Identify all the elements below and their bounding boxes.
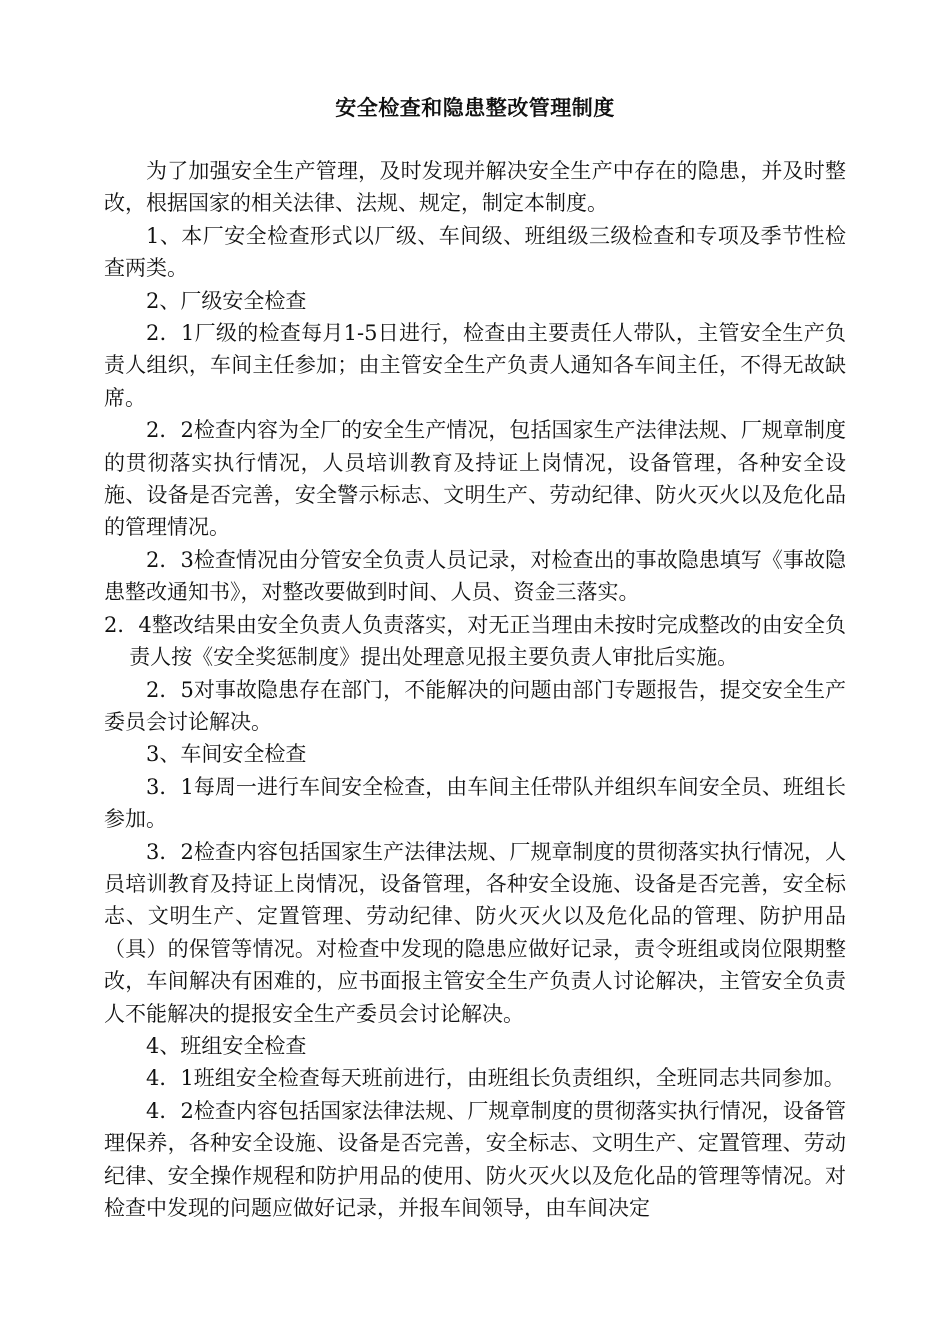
paragraph-2-3: 2．3检查情况由分管安全负责人员记录，对检查出的事故隐患填写《事故隐患整改通知书》，对整改要做到时间、人员、资金三落实。 bbox=[104, 547, 846, 605]
paragraph-1: 1、本厂安全检查形式以厂级、车间级、班组级三级检查和专项及季节性检查两类。 bbox=[104, 223, 846, 281]
paragraph-2-1: 2．1厂级的检查每月1-5日进行，检查由主要责任人带队，主管安全生产负责人组织，车间主任参加；由主管安全生产负责人通知各车间主任，不得无故缺席。 bbox=[104, 321, 846, 410]
section-heading-4: 4、班组安全检查 bbox=[146, 1033, 307, 1058]
paragraph-intro: 为了加强安全生产管理，及时发现并解决安全生产中存在的隐患，并及时整改，根据国家的相关法律、法规、规定，制定本制度。 bbox=[104, 159, 846, 216]
document-body bbox=[104, 155, 846, 1224]
document-title: 安全检查和隐患整改管理制度 bbox=[335, 96, 615, 120]
paragraph-4-2: 4．2检查内容包括国家法律法规、厂规章制度的贯彻落实执行情况，设备管理保养，各种安全设施、设备是否完善，安全标志、文明生产、定置管理、劳动纪律、安全操作规程和防护用品的使用、防火灭火以及危化品的管理等情况。对检查中发现的问题应做好记录，并报车间领导，由车间决定 bbox=[104, 1098, 846, 1220]
paragraph-2-2: 2．2检查内容为全厂的安全生产情况，包括国家生产法律法规、厂规章制度的贯彻落实执行情况，人员培训教育及持证上岗情况，设备管理，各种安全设施、设备是否完善，安全警示标志、文明生产、劳动纪律、防火灭火以及危化品的管理情况。 bbox=[104, 418, 846, 540]
paragraph-3-2: 3．2检查内容包括国家生产法律法规、厂规章制度的贯彻落实执行情况，人员培训教育及持证上岗情况，设备管理，各种安全设施、设备是否完善，安全标志、文明生产、定置管理、劳动纪律、防火灭火以及危化品的管理、防护用品（具）的保管等情况。对检查中发现的隐患应做好记录，责令班组或岗位限期整改，车间解决有困难的，应书面报主管安全生产负责人讨论解决，主管安全负责人不能解决的提报安全生产委员会讨论解决。 bbox=[104, 839, 846, 1026]
section-heading-3: 3、车间安全检查 bbox=[146, 742, 307, 767]
paragraph-2-5: 2．5对事故隐患存在部门，不能解决的问题由部门专题报告，提交安全生产委员会讨论解决。 bbox=[104, 677, 846, 734]
paragraph-4-1: 4．1班组安全检查每天班前进行，由班组长负责组织，全班同志共同参加。 bbox=[146, 1066, 845, 1091]
paragraph-3-1: 3．1每周一进行车间安全检查，由车间主任带队并组织车间安全员、班组长参加。 bbox=[104, 774, 846, 832]
section-heading-2: 2、厂级安全检查 bbox=[146, 288, 307, 313]
paragraph-2-4: 2．4整改结果由安全负责人负责落实，对无正当理由未按时完成整改的由安全负责人按《安全奖惩制度》提出处理意见报主要负责人审批后实施。 bbox=[104, 612, 846, 670]
